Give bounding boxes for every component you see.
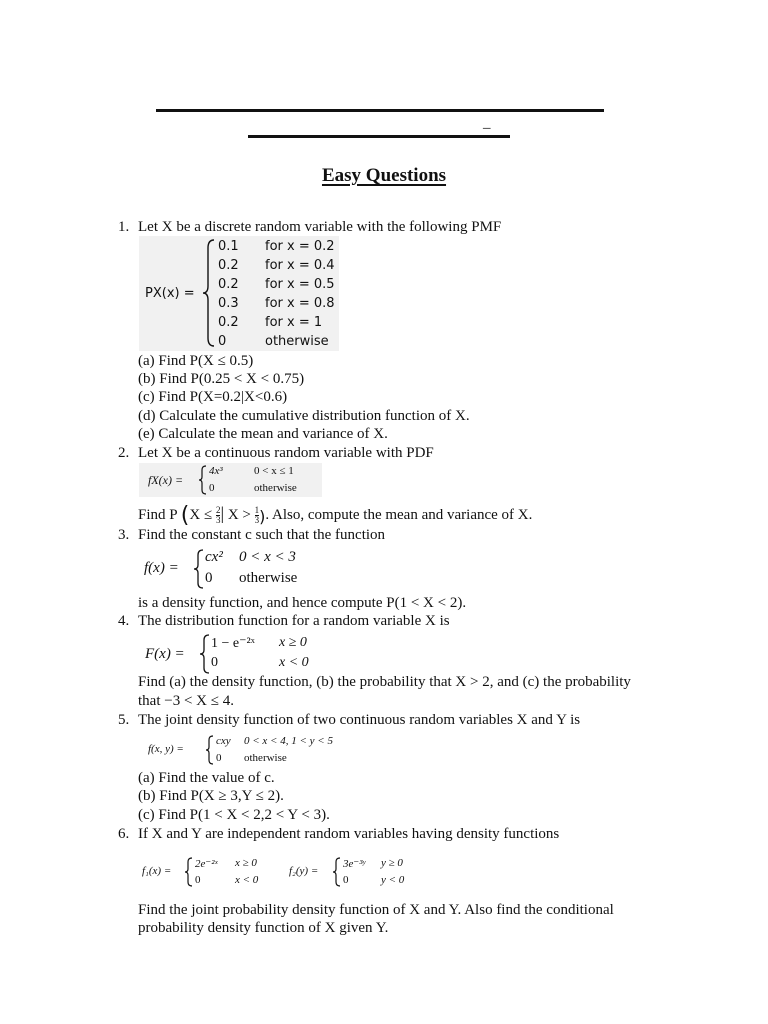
q3-row-1-value: cx² bbox=[205, 549, 223, 565]
q6-f1-label: f₁(x) = bbox=[142, 865, 172, 877]
q1-part-e: (e) Calculate the mean and variance of X. bbox=[138, 426, 388, 442]
q5-row-2-value: 0 bbox=[216, 752, 222, 764]
q3-row-2-cond: otherwise bbox=[239, 570, 298, 586]
q6-intro: If X and Y are independent random variables having density functions bbox=[138, 826, 560, 842]
pdf-row-2-cond: otherwise bbox=[254, 482, 297, 494]
q2-intro: Let X be a continuous random variable with PDF bbox=[138, 445, 434, 461]
q2-number: 2. bbox=[118, 445, 130, 461]
pmf-row-3-value: 0.2 bbox=[218, 277, 239, 292]
q4-row-2-value: 0 bbox=[211, 655, 218, 670]
q4-function-box bbox=[139, 632, 339, 674]
q4-intro: The distribution function for a random variable X is bbox=[138, 613, 450, 629]
pmf-row-6-cond: otherwise bbox=[265, 334, 329, 349]
q6-f2-label: f₂(y) = bbox=[289, 865, 319, 877]
pmf-row-4-cond: for x = 0.8 bbox=[265, 296, 335, 311]
q2-pdf-box bbox=[139, 463, 322, 497]
q6-after-1: Find the joint probability density function of X and Y. Also find the conditional bbox=[138, 902, 614, 918]
pmf-row-3-cond: for x = 0.5 bbox=[265, 277, 335, 292]
pdf-row-1-cond: 0 < x ≤ 1 bbox=[254, 465, 294, 477]
q5-row-1-cond: 0 < x < 4, 1 < y < 5 bbox=[244, 735, 333, 747]
q6-f2-row-1-value: 3e⁻³ʸ bbox=[343, 858, 366, 870]
q3-f-label: f(x) = bbox=[144, 560, 179, 576]
q6-f2-box bbox=[289, 855, 429, 889]
q6-f1-brace bbox=[184, 857, 194, 887]
q1-part-b: (b) Find P(0.25 < X < 0.75) bbox=[138, 371, 305, 387]
pdf-label: fX(x) = bbox=[148, 473, 184, 487]
q6-number: 6. bbox=[118, 826, 130, 842]
q2-expr-a: X ≤ bbox=[189, 507, 213, 523]
q4-row-1-cond: x ≥ 0 bbox=[279, 635, 307, 650]
pmf-row-5-value: 0.2 bbox=[218, 315, 239, 330]
header-dash: _ bbox=[483, 115, 491, 131]
q5-part-a: (a) Find the value of c. bbox=[138, 770, 275, 786]
pmf-row-1-cond: for x = 0.2 bbox=[265, 239, 335, 254]
pmf-row-1-value: 0.1 bbox=[218, 239, 239, 254]
q6-f2-row-1-cond: y ≥ 0 bbox=[381, 857, 403, 869]
q6-f2-row-2-cond: y < 0 bbox=[381, 874, 405, 886]
q5-part-c: (c) Find P(1 < X < 2,2 < Y < 3). bbox=[138, 807, 330, 823]
q3-row-2-value: 0 bbox=[205, 570, 213, 586]
q6-f2-row-2-value: 0 bbox=[343, 874, 349, 886]
q1-number: 1. bbox=[118, 219, 130, 235]
page-title: Easy Questions bbox=[321, 165, 447, 186]
q6-f1-row-2-value: 0 bbox=[195, 874, 201, 886]
q3-after: is a density function, and hence compute P(1 < X < 2). bbox=[138, 595, 467, 611]
pmf-row-2-cond: for x = 0.4 bbox=[265, 258, 335, 273]
q3-brace bbox=[193, 549, 205, 589]
q2-frac-1: $\frac{2}{3}$ bbox=[215, 505, 221, 526]
q1-pmf-box bbox=[139, 236, 339, 351]
q4-number: 4. bbox=[118, 613, 130, 629]
q5-brace bbox=[205, 735, 215, 765]
q5-function-box bbox=[139, 733, 379, 767]
header-rule-bottom bbox=[248, 135, 510, 138]
pdf-row-1-value: 4x³ bbox=[209, 465, 223, 477]
q5-row-2-cond: otherwise bbox=[244, 752, 287, 764]
pdf-row-2-value: 0 bbox=[209, 482, 215, 494]
q3-function-box bbox=[139, 546, 319, 590]
q1-part-a: (a) Find P(X ≤ 0.5) bbox=[138, 353, 254, 369]
pmf-label: PX(x) = bbox=[145, 286, 195, 301]
q1-part-c: (c) Find P(X=0.2|X<0.6) bbox=[138, 389, 288, 405]
pmf-row-6-value: 0 bbox=[218, 334, 227, 349]
pmf-row-4-value: 0.3 bbox=[218, 296, 239, 311]
pdf-brace bbox=[198, 465, 208, 495]
q4-f-label: F(x) = bbox=[145, 646, 185, 662]
pmf-row-5-cond: for x = 1 bbox=[265, 315, 323, 330]
q6-f2-brace bbox=[332, 857, 342, 887]
pmf-brace bbox=[202, 238, 216, 348]
q5-f-label: f(x, y) = bbox=[148, 743, 184, 755]
q6-f1-box bbox=[139, 855, 279, 889]
q4-row-2-cond: x < 0 bbox=[279, 655, 309, 670]
q4-brace bbox=[199, 634, 211, 674]
q5-row-1-value: cxy bbox=[216, 735, 231, 747]
q3-number: 3. bbox=[118, 527, 130, 543]
q2-find-line: Find P (X ≤ $\frac{2}{3}$ | X > $\frac{1}{3}$ ). Also, compute the mean and variance of X. bbox=[138, 503, 533, 528]
q1-part-d: (d) Calculate the cumulative distribution function of X. bbox=[138, 408, 470, 424]
q6-f1-row-1-cond: x ≥ 0 bbox=[235, 857, 257, 869]
q5-part-b: (b) Find P(X ≥ 3,Y ≤ 2). bbox=[138, 788, 284, 804]
q3-row-1-cond: 0 < x < 3 bbox=[239, 549, 296, 565]
q2-tail: . Also, compute the mean and variance of X. bbox=[265, 507, 533, 523]
q6-f1-row-1-value: 2e⁻²ˣ bbox=[195, 858, 218, 870]
q2-find: Find P bbox=[138, 507, 178, 523]
q5-intro: The joint density function of two continuous random variables X and Y is bbox=[138, 712, 581, 728]
header-rule-top bbox=[156, 109, 604, 112]
q3-intro: Find the constant c such that the function bbox=[138, 527, 386, 543]
q4-row-1-value: 1 − e⁻²ˣ bbox=[211, 636, 255, 651]
q4-after-2: that −3 < X ≤ 4. bbox=[138, 693, 234, 709]
q2-expr-b: X > bbox=[227, 507, 251, 523]
q4-after-1: Find (a) the density function, (b) the probability that X > 2, and (c) the probability bbox=[138, 674, 631, 690]
q5-number: 5. bbox=[118, 712, 130, 728]
pmf-row-2-value: 0.2 bbox=[218, 258, 239, 273]
q1-intro: Let X be a discrete random variable with the following PMF bbox=[138, 219, 502, 235]
q6-after-2: probability density function of X given Y. bbox=[138, 920, 389, 936]
q2-frac-2: $\frac{1}{3}$ bbox=[254, 505, 260, 526]
q6-f1-row-2-cond: x < 0 bbox=[235, 874, 259, 886]
